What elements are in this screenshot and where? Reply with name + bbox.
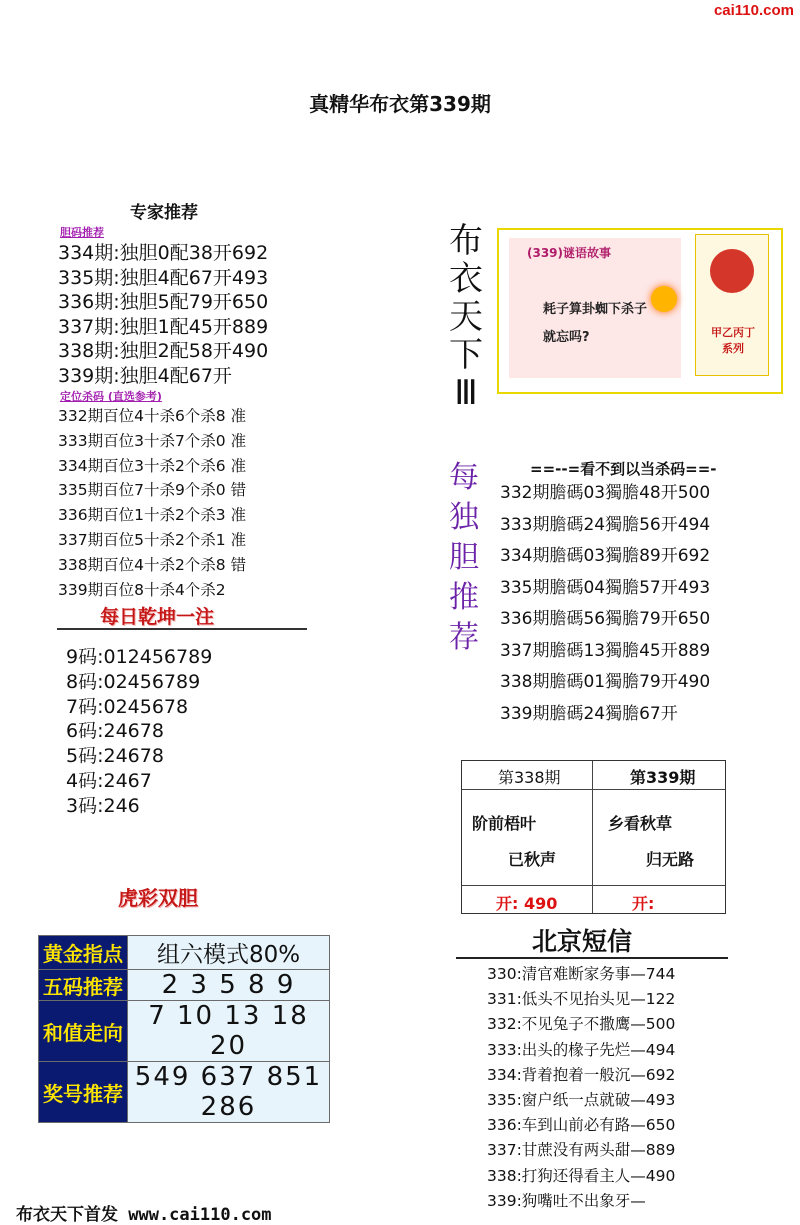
right-open: 开: — [632, 894, 655, 913]
list-item: 338期:独胆2配58开490 — [58, 340, 269, 362]
row-value: 7 10 13 18 20 — [128, 1001, 330, 1062]
row-value: 549 637 851 286 — [128, 1062, 330, 1123]
list-item: 332期百位4十杀6个杀8 准 — [58, 407, 247, 425]
list-item: 335期百位7十杀9个杀0 错 — [58, 481, 247, 500]
list-item: 337期:独胆1配45开889 — [58, 315, 269, 338]
list-item: 9码:012456789 — [66, 646, 213, 668]
side-char: 布 — [449, 221, 483, 261]
list-item: 335期膽碼04獨膽57开493 — [500, 577, 711, 598]
list-item: 333期膽碼24獨膽56开494 — [500, 514, 711, 535]
list-item: 334期:独胆0配38开692 — [58, 242, 269, 264]
footer-text: 布衣天下首发 www.cai110.com — [16, 1205, 272, 1225]
expert-section-title: 专家推荐 — [130, 203, 198, 223]
row-label: 黄金指点 — [39, 936, 128, 970]
list-item: 337期膽碼13獨膽45开889 — [500, 640, 711, 661]
divider — [592, 761, 593, 913]
kill-list — [58, 404, 246, 602]
side-char: 每 — [449, 460, 479, 495]
list-item: 338期膽碼01獨膽79开490 — [500, 672, 711, 692]
page-title: 真精华布衣第339期 — [309, 92, 491, 116]
list-item: 335:窗户纸一点就破—493 — [487, 1091, 676, 1110]
row-value: 2 3 5 8 9 — [128, 970, 330, 1001]
side-char: 衣 — [449, 259, 483, 299]
dan-tag: 胆码推荐 — [60, 226, 104, 239]
list-item: 334:背着抱着一般沉—692 — [487, 1065, 676, 1084]
side-char: 荐 — [449, 620, 479, 655]
tiger-title: 虎彩双胆 — [118, 886, 198, 910]
divider — [57, 628, 307, 630]
list-item: 4码:2467 — [66, 769, 152, 792]
side-char: 天 — [449, 297, 483, 337]
list-item: 332期膽碼03獨膽48开500 — [500, 483, 711, 503]
riddle-line: 耗子算卦蜘下杀子 — [543, 302, 648, 317]
side-char: 胆 — [449, 540, 479, 575]
list-item: 339期膽碼24獨膽67开 — [500, 703, 678, 724]
codes-list — [66, 645, 212, 819]
list-item: 334期百位3十杀2个杀6 准 — [58, 456, 247, 475]
poem-line: 归无路 — [646, 850, 695, 869]
sun-icon — [651, 286, 677, 312]
beijing-title: 北京短信 — [532, 927, 633, 956]
list-item: 336期膽碼56獨膽79开650 — [500, 609, 711, 629]
list-item: 332:不见兔子不撒鹰—500 — [487, 1015, 676, 1034]
riddle-head: (339)谜语故事 — [527, 246, 612, 260]
list-item: 337:甘蔗没有两头甜—889 — [487, 1141, 676, 1160]
mascot-icon — [710, 249, 754, 293]
row-label: 五码推荐 — [39, 970, 128, 1001]
beijing-list — [487, 962, 675, 1214]
list-item: 330:清官难断家务事—744 — [487, 965, 676, 983]
list-item: 335期:独胆4配67开493 — [58, 266, 269, 289]
row-label: 和值走向 — [39, 1001, 128, 1062]
list-item: 336:车到山前必有路—650 — [487, 1116, 676, 1135]
riddle-line: 就忘吗? — [543, 330, 590, 345]
list-item: 333:出头的椽子先烂—494 — [487, 1040, 676, 1059]
poem-line: 阶前梧叶 — [472, 814, 537, 833]
side-char: 推 — [449, 580, 479, 615]
caption-line: 系列 — [722, 342, 744, 355]
side-char: 独 — [449, 500, 479, 535]
list-item: 339:狗嘴吐不出象牙— — [487, 1191, 646, 1210]
left-open: 开: 490 — [496, 894, 558, 913]
list-item: 6码:24678 — [66, 720, 164, 743]
poem-line: 乡看秋草 — [608, 814, 673, 833]
list-item: 334期膽碼03獨膽89开692 — [500, 546, 711, 566]
row-value: 组六模式80% — [128, 936, 330, 970]
list-item: 339期百位8十杀4个杀2 — [58, 580, 226, 599]
list-item: 8码:02456789 — [66, 670, 201, 693]
list-item: 337期百位5十杀2个杀1 准 — [58, 530, 247, 549]
poem-box — [461, 760, 726, 914]
list-item: 7码:0245678 — [66, 695, 189, 718]
list-item: 331:低头不见抬头见—122 — [487, 990, 676, 1009]
tiger-table — [38, 935, 330, 1123]
dan-head: ==--=看不到以当杀码==- — [530, 460, 717, 478]
divider — [462, 789, 725, 790]
table-row — [39, 1001, 330, 1062]
right-period: 第339期 — [630, 768, 696, 787]
list-item: 3码:246 — [66, 794, 140, 817]
riddle-image — [497, 228, 783, 394]
table-row — [39, 1062, 330, 1123]
dan-list — [58, 241, 268, 388]
side-title — [446, 222, 486, 412]
side-char: Ⅲ — [454, 373, 478, 413]
kill-tag: 定位杀码 (直选参考) — [60, 390, 162, 403]
list-item: 5码:24678 — [66, 745, 164, 768]
list-item: 336期:独胆5配79开650 — [58, 291, 269, 313]
list-item: 333期百位3十杀7个杀0 准 — [58, 431, 247, 450]
divider — [462, 885, 725, 886]
riddle-card — [509, 238, 681, 378]
table-row — [39, 970, 330, 1001]
row-label: 奖号推荐 — [39, 1062, 128, 1123]
mascot-caption — [702, 325, 764, 357]
side-char: 下 — [449, 335, 483, 375]
dan-side-title — [444, 458, 484, 658]
dan-list-right — [500, 478, 710, 730]
divider — [456, 957, 728, 959]
mascot-panel — [695, 234, 769, 376]
list-item: 339期:独胆4配67开 — [58, 364, 232, 387]
poem-line: 已秋声 — [508, 850, 557, 869]
site-watermark: cai110.com — [713, 2, 794, 19]
left-period: 第338期 — [498, 768, 561, 787]
list-item: 338:打狗还得看主人—490 — [487, 1166, 676, 1185]
list-item: 338期百位4十杀2个杀8 错 — [58, 555, 247, 574]
table-row — [39, 936, 330, 970]
caption-line: 甲乙丙丁 — [711, 326, 755, 339]
list-item: 336期百位1十杀2个杀3 准 — [58, 506, 247, 525]
daily-title: 每日乾坤一注 — [100, 606, 215, 628]
